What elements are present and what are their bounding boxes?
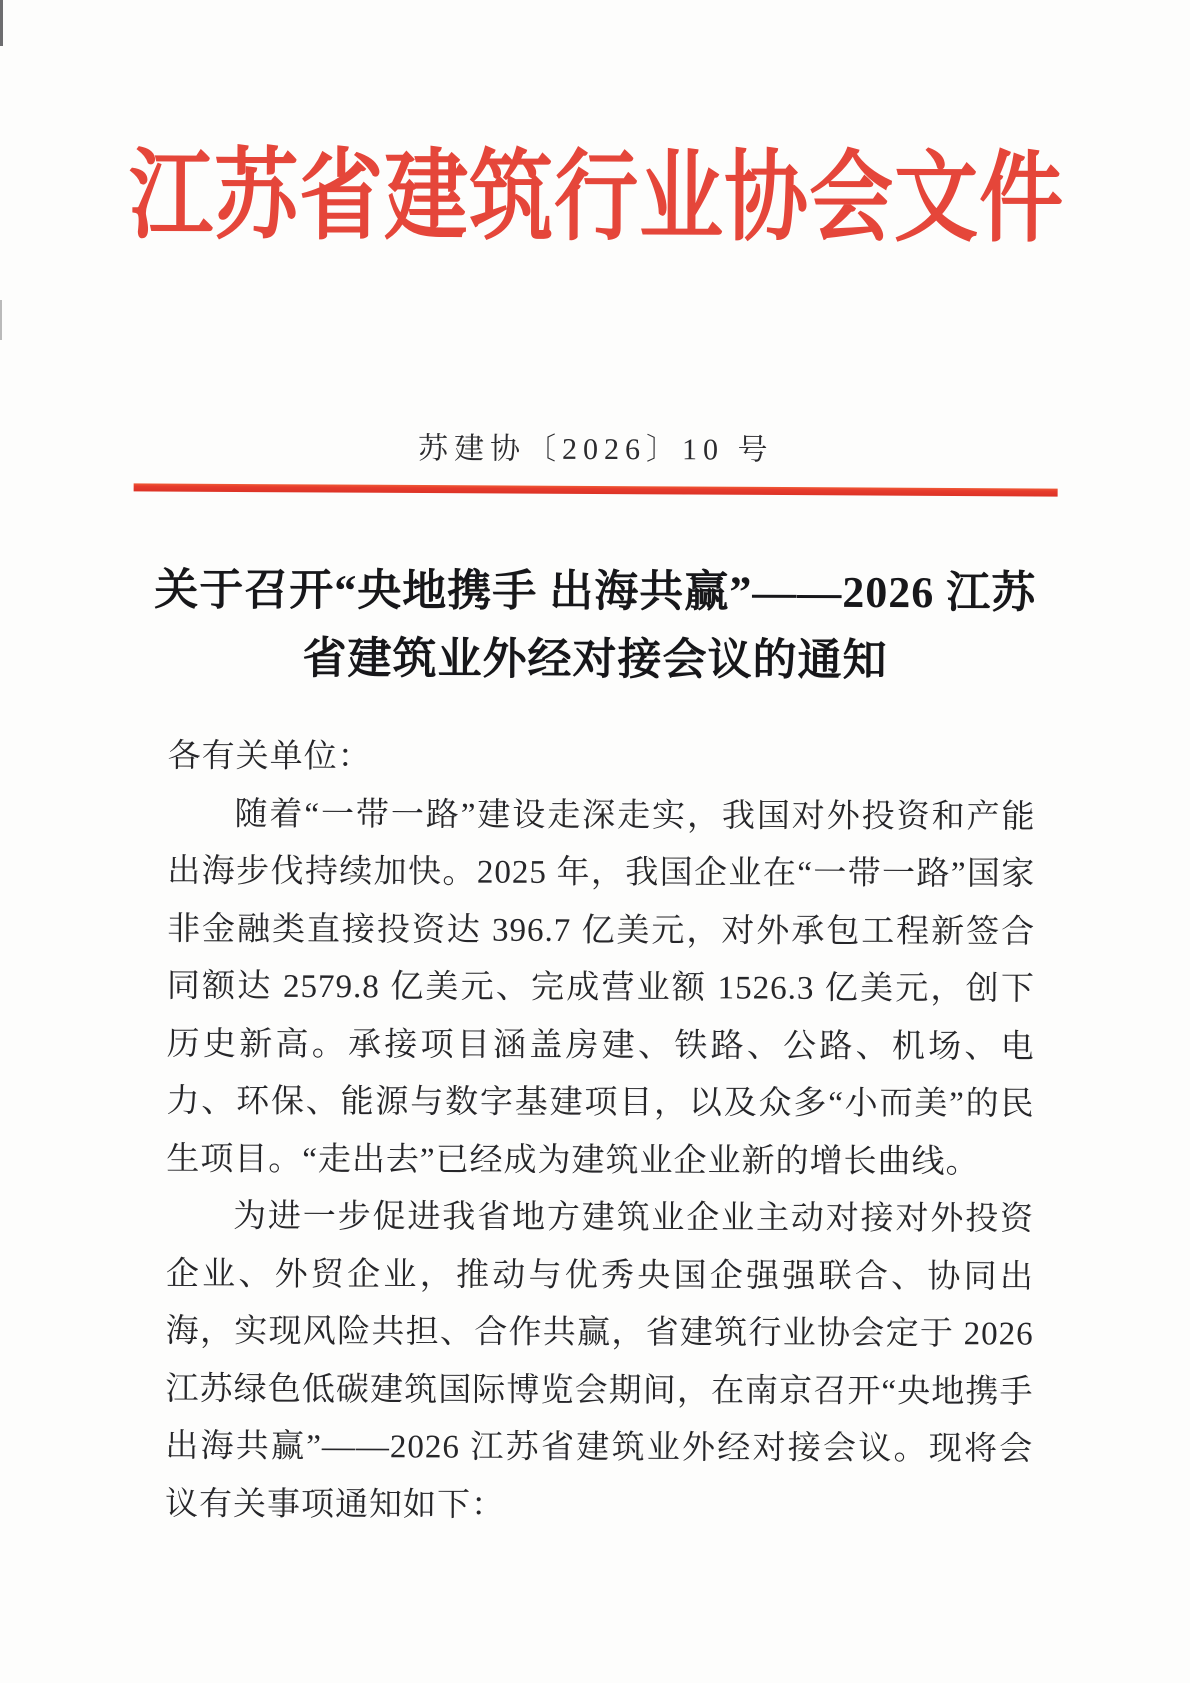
document-reference-number: 苏建协〔2026〕10 号 [417, 432, 774, 467]
document-title-line-2: 省建筑业外经对接会议的通知 [302, 633, 888, 686]
document-body [165, 729, 1036, 1537]
body-paragraph: 随着“一带一路”建设走深走实，我国对外投资和产能出海步伐持续加快。2025 年，我国企业在“一带一路”国家非金融类直接投资达 396.7 亿美元，对外承包工程新签合同额达 2579.8 亿美元、完成营业额 1526.3 亿美元，创下历史新高。承接项目涵盖房建、铁路、公路、机场、电力、环保、能源与数字基建项目，以及众多“小而美”的民生项目。“走出去”已经成为建筑业企业新的增长曲线。 [166, 796, 1036, 1180]
body-paragraph: 为进一步促进我省地方建筑业企业主动对接对外投资企业、外贸企业，推动与优秀央国企强强联合、协同出海，实现风险共担、合作共赢，省建筑行业协会定于 2026 江苏绿色低碳建筑国际博览会期间，在南京召开“央地携手 出海共赢”——2026 江苏省建筑业外经对接会议。现将会议有关事项通知如下： [165, 1198, 1035, 1524]
document-title-line-1: 关于召开“央地携手 出海共赢”——2026 江苏 [154, 565, 1037, 618]
salutation: 各有关单位： [167, 738, 372, 776]
document-title [90, 556, 1100, 696]
red-divider-line [134, 483, 1058, 496]
letterhead-org-title: 江苏省建筑行业协会文件 [128, 141, 1065, 255]
